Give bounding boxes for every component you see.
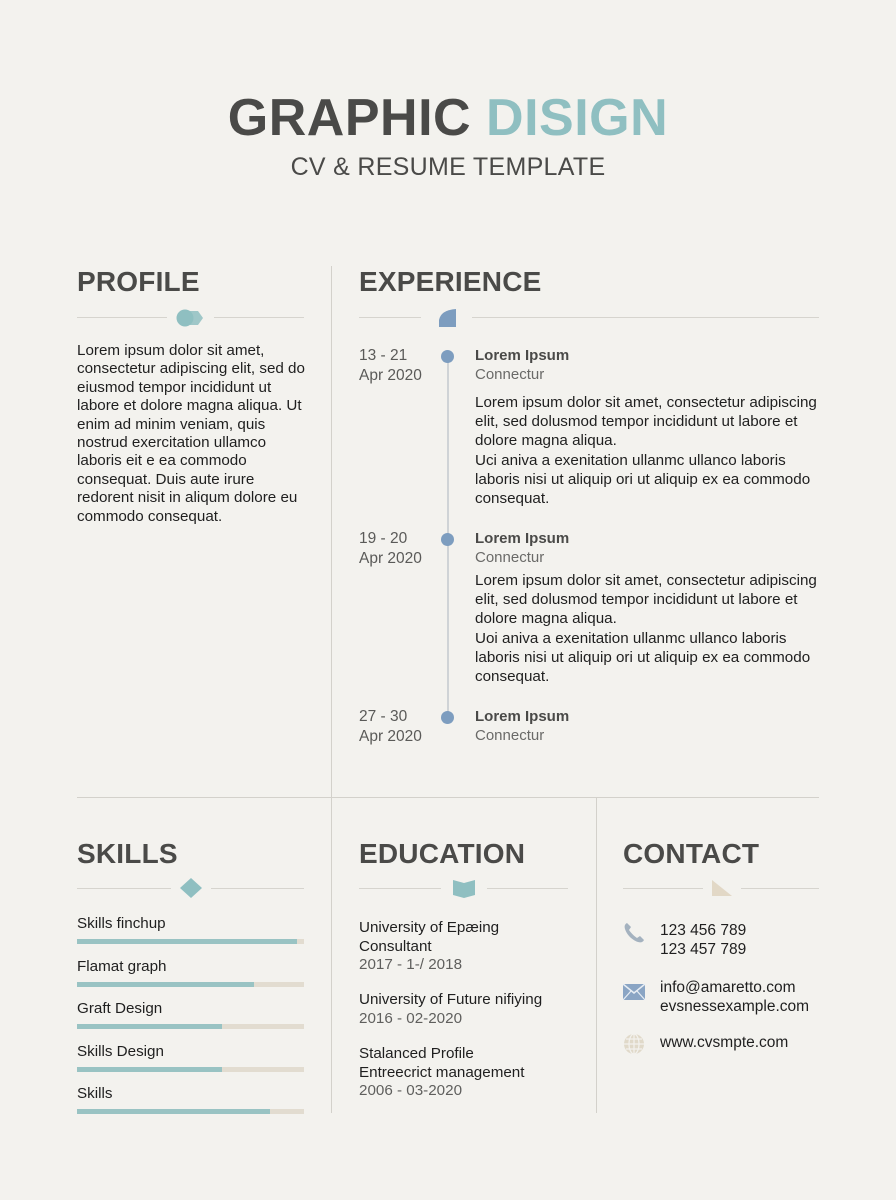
education-degree: Entreecrict management xyxy=(359,1063,525,1081)
skill-bar-fill xyxy=(77,939,297,944)
skill-bar-fill xyxy=(77,1067,222,1072)
skills-heading: SKILLS xyxy=(77,838,178,869)
skill-bar-fill xyxy=(77,1024,222,1029)
timeline-dot xyxy=(441,350,454,363)
divider-vertical-left xyxy=(331,266,332,1113)
experience-description xyxy=(475,393,825,508)
education-rule-left xyxy=(359,888,441,889)
date-range: 19 - 20 xyxy=(359,530,408,547)
skill-item xyxy=(77,915,304,933)
date-month: Apr 2020 xyxy=(359,367,422,384)
date-month: Apr 2020 xyxy=(359,728,422,745)
quarter-circle-icon xyxy=(438,308,458,328)
experience-rule-right xyxy=(472,317,819,318)
education-institution: University of Future nifiying xyxy=(359,991,543,1008)
skill-item xyxy=(77,958,304,976)
skill-label: Skills finchup xyxy=(77,915,166,932)
skill-label: Skills xyxy=(77,1085,113,1102)
title-part-1: GRAPHIC xyxy=(227,89,472,147)
skill-label: Flamat graph xyxy=(77,958,167,975)
skill-bar xyxy=(77,1067,304,1072)
experience-role: Lorem Ipsum xyxy=(475,347,570,364)
education-item xyxy=(359,1045,589,1101)
education-institution: Stalanced Profile xyxy=(359,1045,474,1062)
description-paragraph: Lorem ipsum dolor sit amet, consectetur adipiscing elit, sed dolusmod tempor incididunt ut labore et dolore magna aliqua. xyxy=(475,572,817,628)
education-item xyxy=(359,991,589,1028)
skill-item xyxy=(77,1043,304,1061)
page-title xyxy=(0,88,896,148)
date-month: Apr 2020 xyxy=(359,550,422,567)
title-part-2: DISIGN xyxy=(486,89,669,147)
date-range: 27 - 30 xyxy=(359,708,408,725)
skill-label: Skills Design xyxy=(77,1043,164,1060)
experience-company: Connectur xyxy=(475,366,545,383)
profile-rule-right xyxy=(214,317,304,318)
date-range: 13 - 21 xyxy=(359,347,408,364)
circle-arrow-icon xyxy=(175,308,205,328)
profile-rule-left xyxy=(77,317,167,318)
education-rule-right xyxy=(487,888,568,889)
experience-date xyxy=(359,707,439,747)
experience-heading: EXPERIENCE xyxy=(359,266,542,297)
experience-role: Lorem Ipsum xyxy=(475,530,570,547)
profile-text: Lorem ipsum dolor sit amet, consectetur adipiscing elit, sed do eiusmod tempor incididunt ut labore et dolore magna aliqua. Ut enim ad minim veniam, quis nostrud exercitation ullamco laboris eit e ea commodo consequat. Duis aute irure redorent nisit in aliqum dolore eu commodo consequat. xyxy=(77,342,305,525)
contact-rule-left xyxy=(623,888,703,889)
skill-item xyxy=(77,1085,304,1103)
description-paragraph: Uoi aniva a exenitation ullanmc ullanco laboris laboris nisi ut aliquip ori ut aliquip ex ea commodo consequat. xyxy=(475,629,811,686)
phone-icon xyxy=(622,921,646,945)
education-institution: University of Epæing xyxy=(359,919,500,936)
experience-rule-left xyxy=(359,317,421,318)
description-paragraph: Lorem ipsum dolor sit amet, consectetur adipiscing elit, sed dolusmod tempor incididunt ut labore et dolore magna aliqua. xyxy=(475,394,817,450)
experience-company: Connectur xyxy=(475,549,545,566)
education-degree: Consultant xyxy=(359,937,432,955)
phone-number[interactable]: 123 456 789 xyxy=(660,922,747,939)
globe-icon xyxy=(622,1032,646,1056)
skill-label: Graft Design xyxy=(77,1000,163,1017)
skill-bar-fill xyxy=(77,982,254,987)
timeline-dot xyxy=(441,533,454,546)
experience-date xyxy=(359,529,439,569)
book-icon xyxy=(452,879,476,899)
skill-bar xyxy=(77,939,304,944)
email-address[interactable]: evsnessexample.com xyxy=(660,998,810,1015)
profile-heading: PROFILE xyxy=(77,266,200,297)
email-address[interactable]: info@amaretto.com xyxy=(660,979,796,996)
page-subtitle: CV & RESUME TEMPLATE xyxy=(290,153,606,181)
experience-description xyxy=(475,571,825,686)
contact-rule-right xyxy=(741,888,819,889)
skill-bar-fill xyxy=(77,1109,270,1114)
phone-number[interactable]: 123 457 789 xyxy=(660,941,747,958)
education-years: 2016 - 02-2020 xyxy=(359,1009,463,1027)
education-years: 2006 - 03-2020 xyxy=(359,1082,463,1100)
education-heading: EDUCATION xyxy=(359,838,526,869)
experience-date xyxy=(359,346,439,386)
skill-item xyxy=(77,1000,304,1018)
education-years: 2017 - 1-/ 2018 xyxy=(359,956,463,974)
skill-bar xyxy=(77,982,304,987)
divider-horizontal xyxy=(77,797,819,798)
timeline-dot xyxy=(441,711,454,724)
experience-role: Lorem Ipsum xyxy=(475,708,570,725)
skill-bar xyxy=(77,1109,304,1114)
skill-bar xyxy=(77,1024,304,1029)
experience-company: Connectur xyxy=(475,727,545,744)
skills-rule-right xyxy=(211,888,304,889)
divider-vertical-right xyxy=(596,797,597,1113)
description-paragraph: Uci aniva a exenitation ullanmc ullanco laboris laboris nisi ut aliquip ori ut aliquip ex ea commodo consequat. xyxy=(475,451,811,508)
diamond-icon xyxy=(179,877,203,899)
website-link[interactable]: www.cvsmpte.com xyxy=(660,1034,789,1051)
education-item xyxy=(359,919,589,975)
triangle-icon xyxy=(711,879,733,897)
envelope-icon xyxy=(622,980,646,1004)
skills-rule-left xyxy=(77,888,171,889)
contact-heading: CONTACT xyxy=(623,838,760,869)
